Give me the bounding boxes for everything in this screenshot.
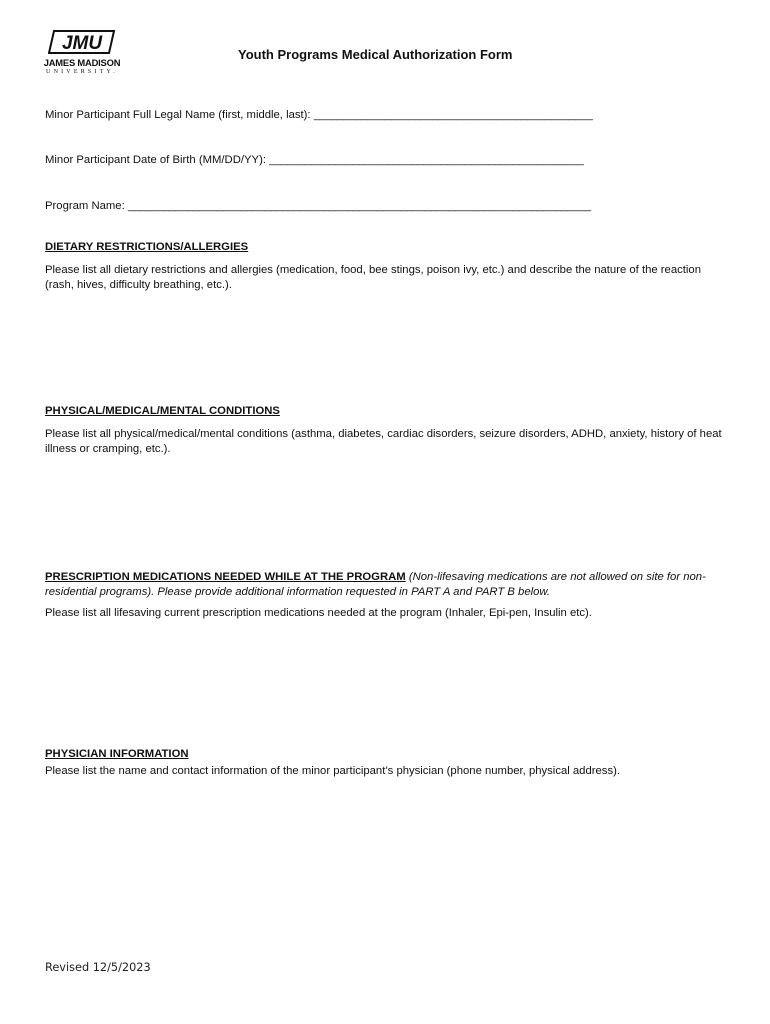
revision-date: Revised 12/5/2023	[45, 961, 151, 974]
form-title: Youth Programs Medical Authorization Form	[238, 47, 513, 62]
logo-mark-text: JMU	[61, 33, 103, 54]
conditions-heading: PHYSICAL/MEDICAL/MENTAL CONDITIONS	[45, 405, 280, 417]
dob-blank[interactable]: _____________________________________________________	[269, 154, 584, 166]
conditions-text: Please list all physical/medical/mental conditions (asthma, diabetes, cardiac disorders, seizure disorders, ADHD, anxiety, history of heat illness or cramping, etc.).	[45, 428, 722, 455]
dob-field[interactable]	[45, 154, 584, 166]
logo-sub: UNIVERSITY.	[46, 69, 118, 75]
full-name-label: Minor Participant Full Legal Name (first, middle, last):	[45, 109, 311, 121]
prescriptions-note: (Non-lifesaving medications are not allowed on site for non-residential programs). Please provide additional information requested in PART A and PART B below.	[45, 571, 706, 598]
physician-heading: PHYSICIAN INFORMATION	[45, 748, 189, 760]
physician-text: Please list the name and contact information of the minor participant’s physician (phone number, physical address).	[45, 765, 620, 777]
full-name-field[interactable]	[45, 109, 593, 121]
program-name-field[interactable]	[45, 200, 591, 212]
logo-name: JAMES MADISON	[43, 57, 121, 68]
dietary-heading: DIETARY RESTRICTIONS/ALLERGIES	[45, 241, 249, 253]
prescriptions-block	[45, 570, 727, 600]
jmu-logo-mark	[48, 30, 116, 54]
jmu-logo	[38, 30, 126, 78]
prescriptions-text: Please list all lifesaving current prescription medications needed at the program (Inhaler, Epi-pen, Insulin etc).	[45, 607, 592, 619]
dietary-text: Please list all dietary restrictions and allergies (medication, food, bee stings, poison ivy, etc.) and describe the nature of the reaction (rash, hives, difficulty breathing, etc.).	[45, 264, 701, 291]
full-name-blank[interactable]: _______________________________________________	[313, 109, 593, 121]
prescriptions-heading: PRESCRIPTION MEDICATIONS NEEDED WHILE AT THE PROGRAM	[45, 571, 406, 583]
program-name-label: Program Name:	[45, 200, 125, 212]
dob-label: Minor Participant Date of Birth (MM/DD/YY):	[45, 154, 266, 166]
program-name-blank[interactable]: ______________________________________________________________________________	[127, 200, 591, 212]
